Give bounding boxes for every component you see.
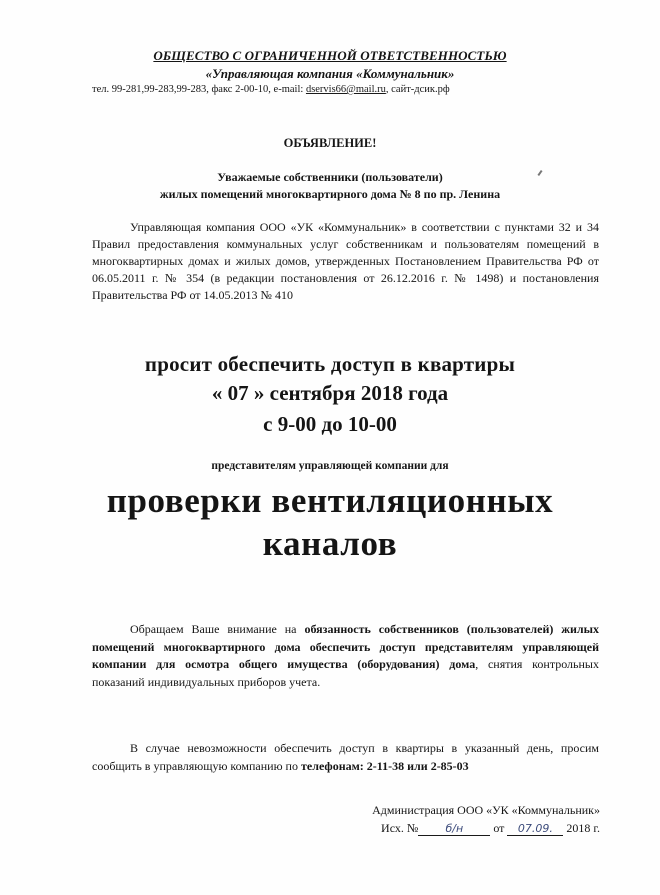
purpose-line-2: каналов (262, 524, 398, 563)
ref-date-handwritten: 07.09. (517, 822, 553, 835)
obligation-intro: Обращаем Ваше внимание на (130, 622, 305, 636)
contact-phones: тел. 99-281,99-283,99-283, факс 2-00-10, e-mail: (92, 84, 306, 95)
ref-number-handwritten: б/н (445, 822, 464, 835)
addressee (0, 169, 660, 203)
legal-basis-paragraph: Управляющая компания ООО «УК «Коммунальник» в соответствии с пунктами 32 и 34 Правил предоставления коммунальных услуг собственникам и пользователям помещений в многоквартирных домах и жилых домов, утвержденных Постановлением Правительства РФ от 06.05.2011 г. № 354 (в редакции постановления от 26.12.2016 г. № 1498) и постановления Правительства РФ от 14.05.2013 № 410 (92, 220, 599, 302)
obligation-paragraph (92, 621, 599, 691)
org-legal-form: ОБЩЕСТВО С ОГРАНИЧЕННОЙ ОТВЕТСТВЕННОСТЬЮ (153, 48, 507, 63)
request-date: « 07 » сентября 2018 года (211, 381, 449, 405)
obligation-emphasis: обязанность собственников (пользователей) жилых помещений многоквартирного дома обеспечить доступ представителям управляющей компании для осмотра общего имущества (оборудования) дома (92, 622, 599, 671)
notice-title: ОБЪЯВЛЕНИЕ! (283, 136, 377, 150)
ref-date-field (507, 822, 563, 836)
ref-prefix: Исх. № (381, 821, 419, 835)
request-line: просит обеспечить доступ в квартиры (144, 352, 516, 376)
addressee-line-2: жилых помещений многоквартирного дома № 8 по пр. Ленина (159, 187, 501, 201)
email-link[interactable]: dservis66@mail.ru (305, 84, 386, 95)
contact-site: , сайт-дсик.рф (385, 84, 450, 95)
ref-from: от (493, 821, 505, 835)
request-time: с 9-00 до 10-00 (263, 412, 397, 436)
company-name: «Управляющая компания «Коммунальник» (205, 66, 455, 81)
representatives-line: представителям управляющей компании для (211, 460, 449, 472)
contact-phones-bold: телефонам: 2-11-38 или 2-85-03 (300, 758, 469, 773)
obligation-rest: , снятия контрольных показаний индивидуальных приборов учета. (92, 657, 599, 689)
purpose-line-1: проверки вентиляционных (106, 481, 554, 520)
outgoing-reference (330, 821, 600, 836)
administration-signature: Администрация ООО «УК «Коммунальник» (372, 803, 600, 817)
contact-paragraph-text: В случае невозможности обеспечить доступ в квартиры в указанный день, просим сообщить в управляющую компанию по (92, 741, 599, 773)
contact-paragraph (92, 740, 599, 775)
ref-year: 2018 г. (566, 821, 600, 835)
addressee-line-1: Уважаемые собственники (пользователи) (217, 170, 443, 184)
contact-line (92, 84, 450, 95)
ref-number-field (418, 822, 490, 836)
